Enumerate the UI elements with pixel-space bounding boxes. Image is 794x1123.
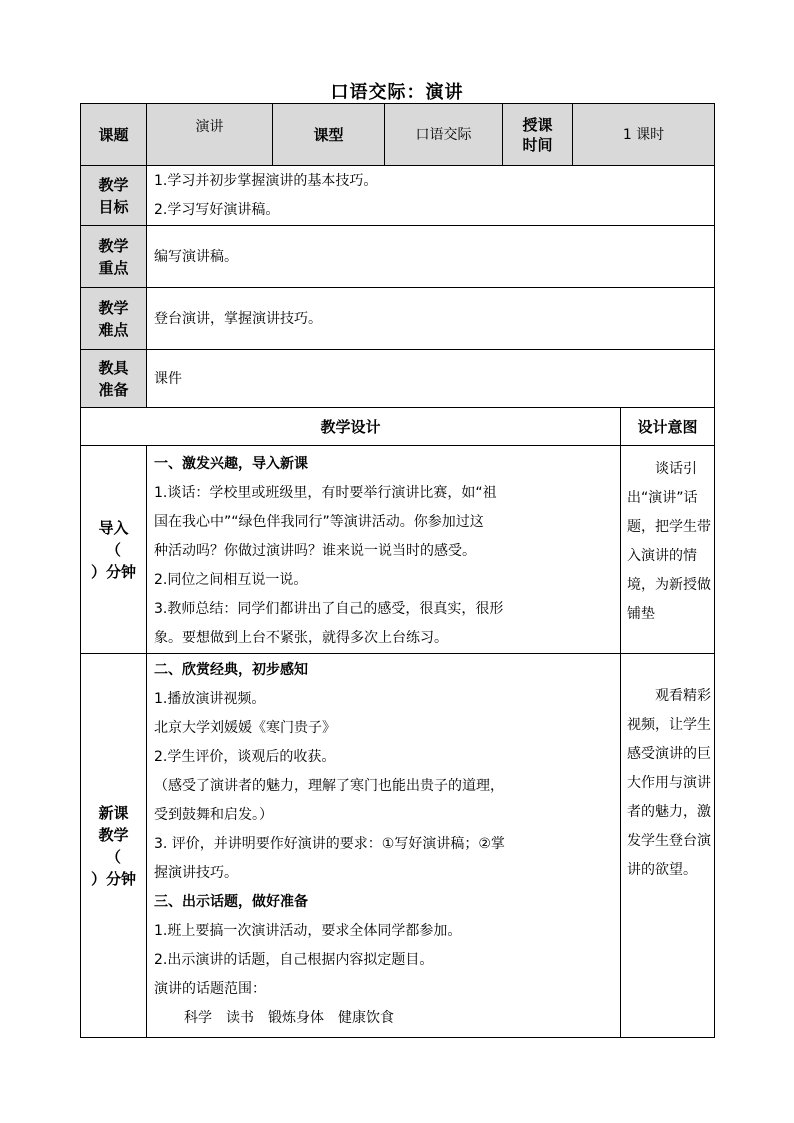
body-line: 演讲的话题范围： bbox=[154, 981, 266, 997]
difficulties-value: 登台演讲，掌握演讲技巧。 bbox=[147, 288, 715, 350]
body-line: 3. 评价，并讲明要作好演讲的要求：①写好演讲稿；②掌 bbox=[154, 836, 505, 852]
intent-header: 设计意图 bbox=[621, 408, 715, 446]
key-points-row bbox=[81, 226, 715, 288]
new-lesson-row bbox=[81, 654, 715, 1038]
section-heading: 一、激发兴趣，导入新课 bbox=[154, 456, 308, 472]
materials-value: 课件 bbox=[147, 350, 715, 408]
body-line: （感受了演讲者的魅力，理解了寒门也能出贵子的道理， bbox=[154, 778, 504, 794]
body-line: 北京大学刘媛媛《寒门贵子》 bbox=[154, 720, 336, 736]
time-value: 1 课时 bbox=[573, 104, 715, 166]
header-row bbox=[81, 104, 715, 166]
key-points-label: 教学 重点 bbox=[81, 226, 147, 288]
intro-label: 导入 （ ）分钟 bbox=[81, 446, 147, 654]
difficulties-label: 教学 难点 bbox=[81, 288, 147, 350]
type-label: 课型 bbox=[273, 104, 385, 166]
objective-item: 1.学习并初步掌握演讲的基本技巧。 bbox=[154, 172, 378, 189]
topic-list: 科学 读书 锻炼身体 健康饮食 bbox=[184, 1010, 394, 1026]
topic-value: 演讲 bbox=[147, 104, 273, 166]
materials-row bbox=[81, 350, 715, 408]
intro-row bbox=[81, 446, 715, 654]
new-lesson-intent: 观看精彩视频，让学生感受演讲的巨大作用与演讲者的魅力，激发学生登台演讲的欲望。 bbox=[621, 654, 715, 1038]
difficulties-row bbox=[81, 288, 715, 350]
body-line: 2.同位之间相互说一说。 bbox=[154, 572, 308, 588]
body-line: 国在我心中”“绿色伴我同行”等演讲活动。你参加过这 bbox=[154, 514, 484, 530]
topic-label: 课题 bbox=[81, 104, 147, 166]
materials-label: 教具 准备 bbox=[81, 350, 147, 408]
intro-intent: 谈话引出“演讲”话题，把学生带入演讲的情境，为新授做铺垫 bbox=[621, 446, 715, 654]
lesson-plan-table bbox=[80, 103, 715, 1038]
body-line: 1.播放演讲视频。 bbox=[154, 691, 266, 707]
body-line: 2.学生评价，谈观后的收获。 bbox=[154, 749, 336, 765]
new-lesson-label: 新课 教学 （ ）分钟 bbox=[81, 654, 147, 1038]
objectives-label: 教学 目标 bbox=[81, 166, 147, 226]
design-header: 教学设计 bbox=[81, 408, 621, 446]
body-line: 1.班上要搞一次演讲活动，要求全体同学都参加。 bbox=[154, 923, 462, 939]
objectives-row bbox=[81, 166, 715, 226]
time-label: 授课 时间 bbox=[503, 104, 573, 166]
body-line: 1.谈话：学校里或班级里，有时要举行演讲比赛，如“祖 bbox=[154, 485, 497, 501]
body-line: 受到鼓舞和启发。） bbox=[154, 807, 273, 823]
page-title: 口语交际：演讲 bbox=[330, 82, 464, 103]
key-points-value: 编写演讲稿。 bbox=[147, 226, 715, 288]
body-line: 象。要想做到上台不紧张，就得多次上台练习。 bbox=[154, 630, 448, 646]
objective-item: 2.学习写好演讲稿。 bbox=[154, 201, 280, 218]
body-line: 种活动吗？你做过演讲吗？谁来说一说当时的感受。 bbox=[154, 543, 476, 559]
design-header-row bbox=[81, 408, 715, 446]
section-heading: 三、出示话题，做好准备 bbox=[154, 894, 308, 910]
body-line: 3.教师总结：同学们都讲出了自己的感受，很真实，很形 bbox=[154, 601, 504, 617]
section-heading: 二、欣赏经典，初步感知 bbox=[154, 662, 308, 678]
type-value: 口语交际 bbox=[385, 104, 503, 166]
body-line: 2.出示演讲的话题，自己根据内容拟定题目。 bbox=[154, 952, 434, 968]
body-line: 握演讲技巧。 bbox=[154, 865, 238, 881]
